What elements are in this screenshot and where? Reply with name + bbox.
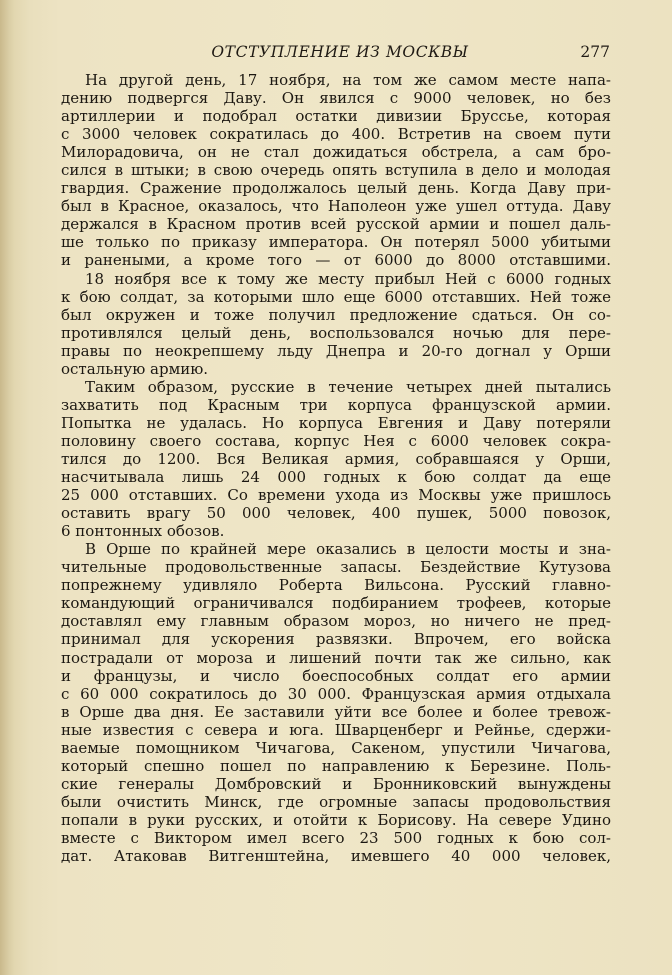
text-line: правы по неокрепшему льду Днепра и 20-го догнал у Орши — [61, 341, 611, 360]
text-line: попрежнему удивляло Роберта Вильсона. Русский главно- — [61, 576, 611, 595]
text-line: к бою солдат, за которыми шло еще 6000 отставших. Ней тоже — [61, 287, 611, 306]
text-line: вместе с Виктором имел всего 23 500 годных к бою сол- — [61, 828, 611, 847]
text-line: был в Красное, оказалось, что Наполеон уже ушел оттуда. Даву — [61, 197, 611, 216]
text-line: В Орше по крайней мере оказались в целости мосты и зна- — [85, 540, 611, 559]
text-line: противлялся целый день, воспользовался ночью для пере- — [61, 323, 611, 342]
text-line: ские генералы Домбровский и Бронниковский вынуждены — [61, 774, 611, 793]
text-line: и ранеными, а кроме того — от 6000 до 8000 отставшими. — [61, 251, 611, 270]
text-line: тился до 1200. Вся Великая армия, собравшаяся у Орши, — [61, 449, 611, 468]
text-line: ше только по приказу императора. Он потерял 5000 убитыми — [61, 233, 611, 252]
text-line: 18 ноября все к тому же месту прибыл Ней с 6000 годных — [85, 269, 611, 288]
text-line: командующий ограничивался подбиранием трофеев, которые — [61, 594, 611, 613]
text-line: были очистить Минск, где огромные запасы продовольствия — [61, 792, 611, 811]
text-line: был окружен и тоже получил предложение сдаться. Он со- — [61, 305, 611, 324]
text-line: Таким образом, русские в течение четырех дней пытались — [85, 377, 611, 396]
text-line: с 60 000 сократилось до 30 000. Французская армия отдыхала — [61, 684, 611, 703]
text-line: который спешно пошел по направлению к Березине. Поль- — [61, 756, 611, 775]
text-line: ваемые помощником Чичагова, Сакеном, упустили Чичагова, — [61, 738, 611, 757]
text-line: доставлял ему главным образом мороз, но ничего не пред- — [61, 612, 611, 631]
text-line: держался в Красном против всей русской армии и пошел даль- — [61, 215, 611, 234]
text-line: оставить врагу 50 000 человек, 400 пушек, 5000 повозок, — [61, 504, 611, 523]
text-line: и французы, и число боеспособных солдат его армии — [61, 666, 611, 685]
text-line: пострадали от мороза и лишений почти так же сильно, как — [61, 648, 611, 667]
text-line: 25 000 отставших. Со времени ухода из Москвы уже пришлось — [61, 486, 611, 505]
text-line: гвардия. Сражение продолжалось целый день. Когда Даву при- — [61, 179, 611, 198]
page-number: 277 — [580, 43, 610, 61]
text-line: в Орше два дня. Ее заставили уйти все более и более тревож- — [61, 702, 611, 721]
text-line: половину своего состава, корпус Нея с 6000 человек сокра- — [61, 431, 611, 450]
text-line: Попытка не удалась. Но корпуса Евгения и Даву потеряли — [61, 413, 611, 432]
body-text — [61, 71, 611, 865]
text-line: попали в руки русских, и отойти к Борисову. На севере Удино — [61, 810, 611, 829]
text-line: дению подвергся Даву. Он явился с 9000 человек, но без — [61, 89, 611, 108]
text-line: Милорадовича, он не стал дожидаться обстрела, а сам бро- — [61, 143, 611, 162]
text-line: остальную армию. — [61, 359, 209, 378]
text-line: насчитывала лишь 24 000 годных к бою солдат да еще — [61, 468, 611, 487]
text-line: На другой день, 17 ноября, на том же самом месте напа- — [85, 71, 611, 89]
chapter-title: ОТСТУПЛЕНИЕ ИЗ МОСКВЫ — [211, 43, 469, 61]
binding-shadow — [0, 0, 14, 975]
text-line: захватить под Красным три корпуса французской армии. — [61, 395, 611, 414]
text-line: чительные продовольственные запасы. Бездействие Кутузова — [61, 558, 611, 577]
text-line: дат. Атаковав Витгенштейна, имевшего 40 000 человек, — [61, 847, 611, 866]
running-head — [60, 43, 610, 69]
text-line: принимал для ускорения развязки. Впрочем, его войска — [61, 630, 611, 649]
text-line: 6 понтонных обозов. — [61, 522, 225, 541]
text-line: с 3000 человек сократилась до 400. Встретив на своем пути — [61, 125, 611, 144]
text-line: ные известия с севера и юга. Шварценберг и Рейнье, сдержи- — [61, 720, 611, 739]
text-line: артиллерии и подобрал остатки дивизии Бруссье, которая — [61, 107, 611, 126]
text-line: сился в штыки; в свою очередь опять вступила в дело и молодая — [61, 161, 611, 180]
